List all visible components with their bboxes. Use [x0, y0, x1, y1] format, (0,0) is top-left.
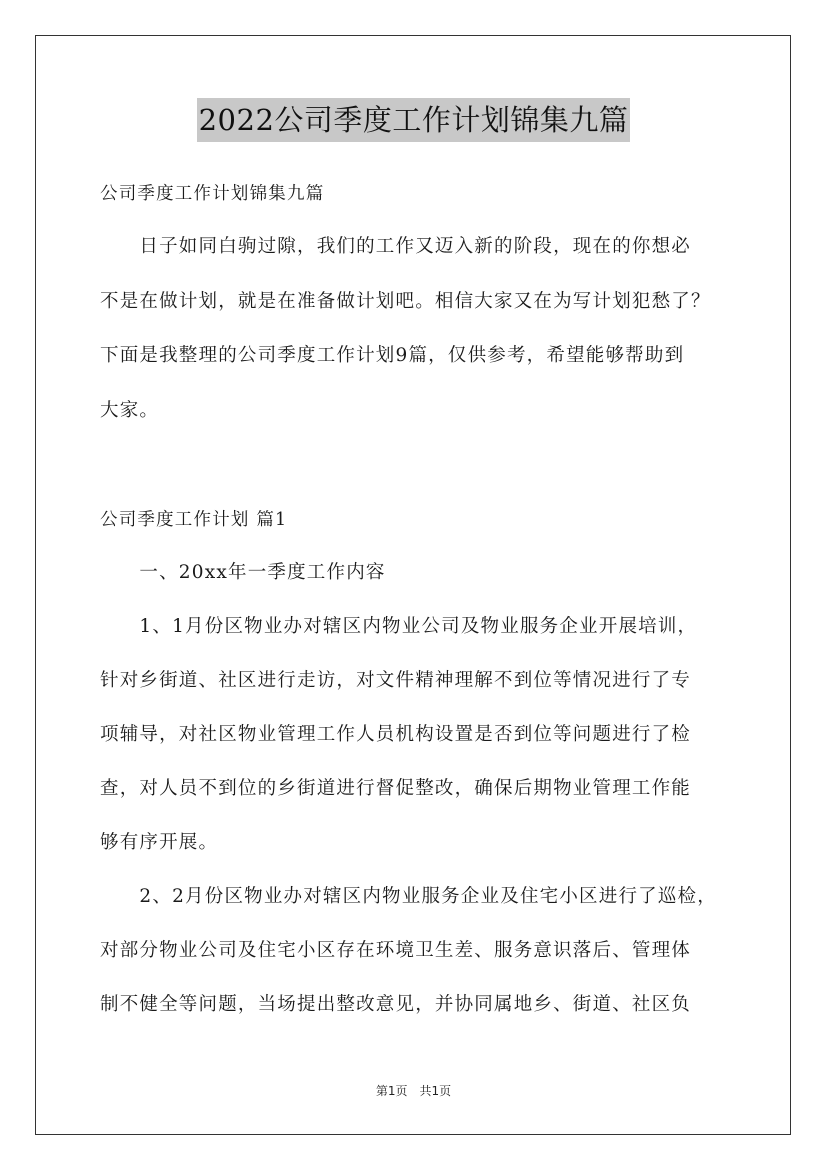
intro-line: 大家。: [100, 400, 160, 421]
title-container: [0, 98, 827, 142]
body-line: 1、1月份区物业办对辖区内物业公司及物业服务企业开展培训，: [100, 616, 698, 637]
body-line: 查，对人员不到位的乡街道进行督促整改，确保后期物业管理工作能: [100, 778, 692, 799]
intro-line: 不是在做计划，就是在准备做计划吧。相信大家又在为写计划犯愁了？: [100, 291, 711, 312]
body-line: 2、2月份区物业办对辖区内物业服务企业及住宅小区进行了巡检，: [100, 886, 717, 907]
intro-line: 日子如同白驹过隙，我们的工作又迈入新的阶段，现在的你想必: [100, 236, 692, 257]
section-title: 公司季度工作计划 篇1: [100, 510, 288, 530]
page-number-footer: 第1页 共1页: [375, 1084, 452, 1098]
body-line: 针对乡街道、社区进行走访，对文件精神理解不到位等情况进行了专: [100, 670, 692, 691]
document-title: 2022公司季度工作计划锦集九篇: [197, 98, 631, 142]
body-line: 项辅导，对社区物业管理工作人员机构设置是否到位等问题进行了检: [100, 724, 692, 745]
body-line: 一、20xx年一季度工作内容: [100, 562, 386, 583]
body-line: 够有序开展。: [100, 832, 219, 853]
document-subtitle: 公司季度工作计划锦集九篇: [100, 184, 325, 204]
intro-line: 下面是我整理的公司季度工作计划9篇，仅供参考，希望能够帮助到: [100, 345, 685, 366]
body-line: 对部分物业公司及住宅小区存在环境卫生差、服务意识落后、管理体: [100, 940, 692, 961]
body-line: 制不健全等问题，当场提出整改意见，并协同属地乡、街道、社区负: [100, 994, 692, 1015]
